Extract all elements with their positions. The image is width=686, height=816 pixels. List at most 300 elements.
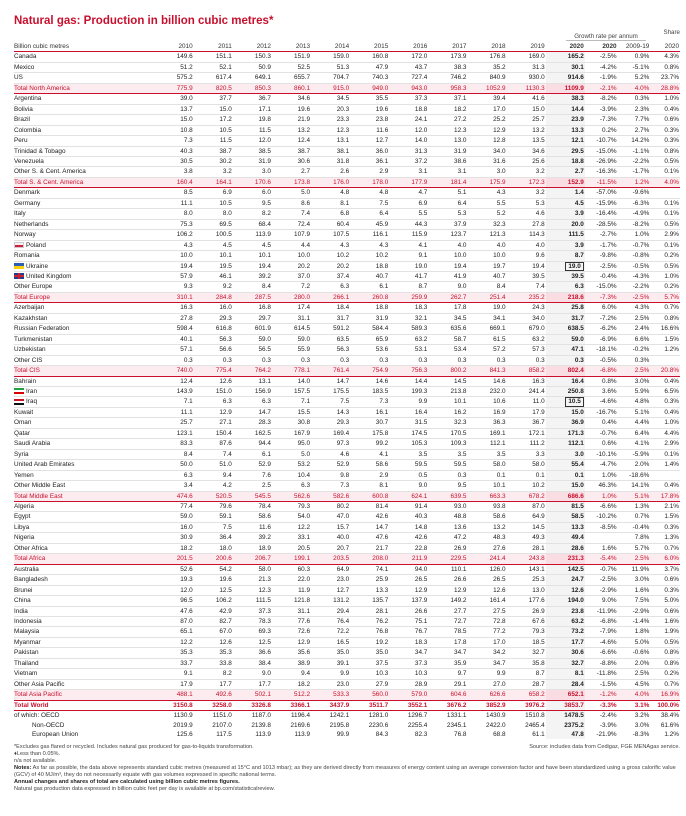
value-cell: 251.4 [467,292,506,302]
value-cell: 3.3 [507,449,546,459]
value-cell: 6.3 [272,481,311,491]
value-cell: 36.3 [467,418,506,428]
growth-cell: -57.0% [585,188,618,198]
value-cell: 20.7 [311,543,350,553]
value-cell: 4.0 [467,240,506,250]
value-cell: 12.9 [272,637,311,647]
growth-cell: -28.5% [585,219,618,229]
row-label-text: European Union [32,731,79,738]
growth-cell: -16.3% [585,167,618,177]
growth-cell: -3.9% [585,104,618,114]
column-header-year: 2019 [507,42,546,52]
column-header-share: 2020 [650,42,680,52]
value-2020-cell: 14.4 [546,104,585,114]
value-cell: 4.0 [428,240,467,250]
notes-text: As far as possible, the data above represents standard cubic metres (measured at 15°C and 1013 mbar); as they are derived directly from measures of energy content using an average conversion factor and have been standardized using a gross calorific value (GCV) of 40 MJ/m³, they do not necessarily equate with gas volumes expressed in specific national terms. [14,765,676,779]
value-cell: 47.9 [350,62,389,72]
value-cell: 1510.8 [525,712,545,720]
value-cell: 15.7 [311,522,350,532]
value-cell: 28.7 [507,679,546,689]
value-cell: 8.7 [389,282,428,292]
value-cell: 31.8 [311,156,350,166]
share-cell: 1.5% [650,334,680,344]
value-cell: 87.6 [194,439,233,449]
value-cell: 7.5 [194,522,233,532]
value-cell: 59.0 [155,512,194,522]
value-cell: 614.5 [272,324,311,334]
value-cell: 18.4 [311,303,350,313]
value-cell: 860.1 [272,83,311,93]
value-cell: 12.2 [155,637,194,647]
value-cell: 778.1 [272,366,311,376]
value-cell: 53.4 [428,345,467,355]
value-2020-cell: 28.4 [546,679,585,689]
value-cell: 23.0 [311,679,350,689]
value-cell: 3.5 [389,449,428,459]
value-cell: 78.3 [233,617,272,627]
row-label-text: Total Middle East [14,492,63,500]
growth-cell: -9.6% [618,188,651,198]
table-row [14,230,680,240]
value-cell: 105.3 [389,439,428,449]
value-cell: 76.4 [311,617,350,627]
value-cell: 4.2 [194,481,233,491]
row-label [14,261,155,272]
row-label [14,658,155,668]
growth-cell: -2.2% [618,156,651,166]
value-cell: 33.7 [155,658,194,668]
value-cell: 10.2 [507,481,546,491]
value-cell: 18.3 [389,303,428,313]
row-label [14,94,155,104]
value-cell: 2422.0 [486,721,506,729]
growth-cell: 3.2% [634,712,650,720]
value-cell: 159.0 [311,52,350,62]
share-cell: 16.9% [650,690,680,700]
value-cell: 7.1 [272,397,311,408]
value-cell: 930.0 [507,73,546,83]
value-cell: 27.8 [155,313,194,323]
value-cell: 94.0 [389,564,428,574]
value-cell: 206.7 [233,554,272,564]
value-cell: 113.9 [294,731,311,738]
value-cell: 64.9 [507,512,546,522]
value-cell: 50.0 [155,460,194,470]
share-cell: 0.4% [650,481,680,491]
value-2020-cell: 152.9 [546,177,585,187]
value-cell: 84.3 [375,731,389,738]
value-cell: 13.6 [428,522,467,532]
value-2020-cell: 250.8 [546,387,585,397]
value-cell: 2107.0 [212,721,232,729]
row-label-text: Peru [14,137,28,145]
value-cell: 19.6 [194,575,233,585]
value-cell: 0.3 [389,355,428,365]
growth-cell: -2.5% [618,292,651,302]
value-cell: 13.3 [350,585,389,595]
value-cell: 77.4 [155,502,194,512]
value-cell: 27.8 [507,219,546,229]
value-cell: 72.6 [272,627,311,637]
value-2020-cell: 39.5 [546,272,585,282]
value-cell: 13.2 [467,522,506,532]
growth-cell: 4.5% [618,679,651,689]
value-cell: 170.5 [428,428,467,438]
table-row [14,209,680,219]
row-label [14,334,155,344]
value-cell: 34.7 [467,658,506,668]
value-cell: 679.0 [507,324,546,334]
growth-rate-label: Growth rate per annum [566,33,646,41]
row-label-text: Other S. & Cent. America [14,168,86,176]
growth-cell: -8.2% [618,219,651,229]
value-cell: 756.3 [389,366,428,376]
value-cell: 4.0 [507,240,546,250]
value-cell: 13.2 [272,125,311,135]
column-header-year: 2016 [389,42,428,52]
flag-ir-icon [14,388,24,394]
value-cell: 31.3 [507,62,546,72]
table-row [14,397,680,408]
value-cell: 17.0 [467,104,506,114]
row-label-text: Total North America [14,84,70,92]
value-cell: 19.4 [428,261,467,272]
value-cell: 9.5 [233,198,272,208]
value-cell: 18.9 [233,543,272,553]
value-cell: 3511.7 [350,700,389,710]
row-label-text: Other Asia Pacific [14,680,65,688]
row-label-text: Norway [14,231,36,239]
growth-cell: 14.2% [618,136,651,146]
value-cell: 14.5 [428,376,467,386]
row-label [14,146,155,156]
value-cell: 11.1 [155,198,194,208]
value-cell: 160.8 [350,52,389,62]
value-cell: 94.4 [233,439,272,449]
value-cell: 704.7 [311,73,350,83]
row-label [14,439,155,449]
value-cell: 58.7 [428,334,467,344]
value-cell: 19.5 [194,261,233,272]
value-cell: 26.9 [507,606,546,616]
value-cell: 2.6 [311,167,350,177]
value-cell: 72.8 [467,617,506,627]
value-cell: 29.3 [311,418,350,428]
share-label: Share [663,29,680,36]
table-row [14,156,680,166]
value-cell: 3.4 [155,481,194,491]
value-cell: 34.5 [311,94,350,104]
value-cell: 10.1 [428,397,467,408]
value-cell: 16.3 [507,376,546,386]
share-cell: 2.9% [650,439,680,449]
row-label [14,303,155,313]
value-cell: 9.2 [194,282,233,292]
value-cell: 2465.4 [525,721,545,729]
value-cell: 2255.4 [407,721,428,729]
value-cell: 29.4 [311,606,350,616]
value-cell: 41.7 [389,272,428,282]
value-cell: 14.0 [272,376,311,386]
growth-cell: 4.4% [618,418,651,428]
value-cell: 19.8 [233,115,272,125]
growth-cell: -0.2% [618,345,651,355]
value-cell: 175.8 [350,428,389,438]
value-cell: 27.2 [428,115,467,125]
growth-cell: -0.5% [585,355,618,365]
value-cell: 169.0 [507,52,546,62]
growth-cell: 46.3% [585,481,618,491]
value-cell: 56.3 [194,334,233,344]
share-cell: 61.6% [660,721,679,729]
value-cell: 9.1 [155,669,194,679]
value-cell: 3366.1 [272,700,311,710]
value-cell: 16.2 [428,407,467,417]
value-cell: 9.8 [311,470,350,480]
value-cell: 36.0 [350,146,389,156]
value-cell: 9.5 [428,481,467,491]
source-note: Source: includes data from Cedigaz, FGE MENAgas service. [529,744,680,751]
value-cell: 111.2 [507,439,546,449]
value-cell: 7.5 [311,397,350,408]
value-2020-cell: 16.4 [546,376,585,386]
growth-cell: -6.6% [585,648,618,658]
value-cell: 229.5 [428,554,467,564]
growth-cell: -1.5% [585,679,618,689]
value-2020-cell: 73.2 [546,627,585,637]
row-label-text: Thailand [14,659,39,667]
value-cell: 34.1 [467,313,506,323]
value-cell: 30.7 [350,418,389,428]
value-cell: 19.0 [467,303,506,313]
value-cell: 17.7 [194,679,233,689]
value-cell: 26.9 [428,543,467,553]
value-cell: 181.4 [428,177,467,187]
value-cell: 6.3 [311,282,350,292]
table-row [14,355,680,365]
growth-cell: 2.5% [618,554,651,564]
value-cell: 47.0 [311,512,350,522]
value-cell: 176.0 [311,177,350,187]
table-row [14,376,680,386]
value-cell: 9.7 [428,669,467,679]
value-cell: 64.9 [311,564,350,574]
value-2020-cell: 12.1 [546,136,585,146]
table-row [14,188,680,198]
row-label [14,366,155,376]
value-cell: 35.5 [350,94,389,104]
value-cell: 41.6 [507,94,546,104]
share-cell: 0.6% [650,115,680,125]
value-cell: 2195.8 [329,721,350,729]
total-row [14,690,680,700]
value-cell: 639.5 [428,491,467,501]
row-label [14,52,155,62]
row-label [14,502,155,512]
value-cell: 3.2 [507,167,546,177]
growth-cell: 0.3% [618,94,651,104]
value-cell: 9.9 [311,669,350,679]
value-cell: 60.4 [311,219,350,229]
row-label-text: Poland [26,241,46,249]
value-cell: 34.6 [272,94,311,104]
table-row [14,648,680,658]
value-cell: 915.0 [311,83,350,93]
value-cell: 115.9 [389,230,428,240]
value-cell: 3976.2 [507,700,546,710]
share-cell [650,188,680,198]
flag-pl-icon [14,242,24,248]
value-cell: 75.3 [155,219,194,229]
growth-cell: -6.9% [585,334,618,344]
value-cell: 36.4 [194,533,233,543]
value-cell: 121.8 [272,596,311,606]
value-cell: 4.6 [507,209,546,219]
row-label [14,669,155,679]
value-cell: 87.0 [507,502,546,512]
value-2020-cell: 142.5 [546,564,585,574]
growth-cell: 4.1% [618,439,651,449]
table-row [14,658,680,668]
value-cell: 12.9 [467,125,506,135]
value-cell: 7.3 [311,481,350,491]
growth-cell: -6.6% [585,502,618,512]
table-row [14,94,680,104]
value-cell: 68.8 [493,731,506,738]
value-cell: 27.6 [467,543,506,553]
value-cell: 9.0 [428,282,467,292]
value-cell: 151.0 [194,387,233,397]
value-cell: 100.5 [194,230,233,240]
value-cell: 42.9 [194,606,233,616]
value-cell: 121.3 [467,230,506,240]
row-label [14,596,155,606]
value-cell: 26.6 [389,606,428,616]
value-cell: 30.2 [194,156,233,166]
value-cell: 533.3 [311,690,350,700]
table-row [14,428,680,438]
value-cell: 16.0 [194,303,233,313]
row-label-text: US [14,74,23,82]
share-cell: 1.2% [650,345,680,355]
value-cell: 26.5 [389,575,428,585]
footnote: ♦Less than 0.05%. [14,751,61,758]
value-cell: 17.9 [507,407,546,417]
share-cell: 1.0% [650,272,680,282]
row-label [14,219,155,229]
row-label [14,73,155,83]
value-cell: 37.1 [428,94,467,104]
value-cell: 10.2 [311,251,350,261]
value-cell: 600.8 [350,491,389,501]
value-cell: 7.3 [350,397,389,408]
value-cell: 38.5 [233,146,272,156]
value-cell: 21.9 [272,115,311,125]
growth-cell: -6.8% [585,617,618,627]
row-label [14,240,155,250]
growth-cell: -18.6% [618,470,651,480]
value-2020-cell: 23.9 [546,115,585,125]
row-label-text: Pakistan [14,649,39,657]
value-cell: 143.9 [155,387,194,397]
value-cell: 12.7 [350,136,389,146]
value-cell: 57.3 [507,345,546,355]
value-cell: 169.1 [467,428,506,438]
row-label-text: Bangladesh [14,576,48,584]
value-cell: 678.2 [507,491,546,501]
value-2020-cell: 23.8 [546,606,585,616]
value-2020-cell: 59.0 [546,334,585,344]
value-cell: 32.3 [467,219,506,229]
share-cell: 0.8% [650,62,680,72]
value-2020-cell: 18.8 [546,156,585,166]
value-cell: 9.9 [467,669,506,679]
value-cell: 0.3 [428,355,467,365]
value-cell: 174.5 [389,428,428,438]
growth-cell: -7.3% [585,115,618,125]
growth-cell: -11.5% [585,177,618,187]
row-label [14,387,155,397]
table-header [14,42,680,52]
total-row [14,554,680,564]
growth-cell: -11.8% [585,669,618,679]
value-cell: 0.3 [507,355,546,365]
value-cell: 150.3 [233,52,272,62]
value-cell: 3552.1 [389,700,428,710]
value-cell: 604.6 [428,690,467,700]
value-cell: 83.3 [155,439,194,449]
table-row [14,115,680,125]
value-2020-cell: 0.1 [546,470,585,480]
value-cell: 69.5 [194,219,233,229]
value-cell: 1196.4 [290,712,311,720]
value-cell: 6.4 [350,209,389,219]
table-row [14,575,680,585]
footnotes [14,744,680,793]
table-row [14,533,680,543]
value-cell: 135.7 [350,596,389,606]
value-cell: 18.5 [507,637,546,647]
notes-label: Notes: [14,765,32,772]
value-cell: 740.0 [155,366,194,376]
value-cell: 95.0 [272,439,311,449]
value-cell: 67.6 [507,617,546,627]
growth-cell: -7.2% [585,313,618,323]
value-cell: 39.5 [507,272,546,282]
share-cell: 23.7% [650,73,680,83]
value-cell: 10.4 [272,470,311,480]
value-cell: 492.6 [194,690,233,700]
value-cell: 4.3 [350,240,389,250]
value-cell: 44.3 [389,219,428,229]
value-cell: 8.0 [194,209,233,219]
value-cell: 38.7 [272,146,311,156]
value-cell: 24.1 [389,115,428,125]
row-label [14,637,155,647]
value-cell: 14.8 [389,522,428,532]
value-cell: 3852.9 [467,700,506,710]
value-cell: 19.7 [467,261,506,272]
value-cell: 53.1 [389,345,428,355]
value-cell: 15.0 [507,104,546,114]
row-label [14,62,155,72]
value-cell: 0.5 [389,470,428,480]
highlighted-value: 10.5 [565,397,583,407]
value-cell: 39.1 [311,658,350,668]
value-cell: 17.8 [428,303,467,313]
value-cell: 27.7 [428,606,467,616]
growth-cell: 1.6% [618,585,651,595]
